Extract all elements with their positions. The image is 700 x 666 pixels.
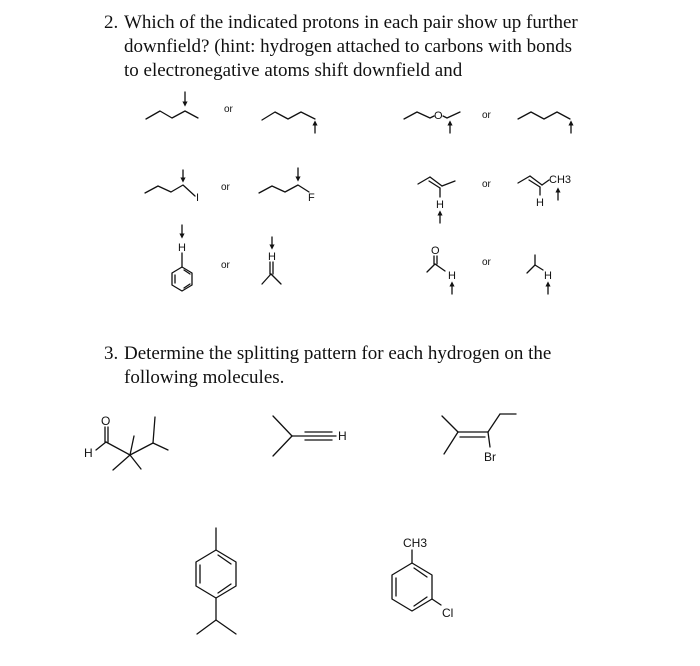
pair3-right-molecule bbox=[259, 168, 309, 193]
question-3-line-2: following molecules. bbox=[124, 367, 285, 388]
question-3-line-1: Determine the splitting pattern for each hydrogen on the bbox=[124, 343, 552, 364]
hydrogen-label: H bbox=[178, 242, 186, 254]
pair5-left-molecule bbox=[172, 225, 192, 291]
or-label: or bbox=[482, 110, 491, 121]
question-3-number: 3. bbox=[104, 343, 119, 364]
hydrogen-label: H bbox=[84, 446, 93, 460]
hydrogen-label: H bbox=[536, 197, 544, 209]
hydrogen-label: H bbox=[448, 270, 456, 282]
chlorine-label: Cl bbox=[442, 606, 454, 620]
fluorine-label: F bbox=[308, 192, 315, 204]
question-2-line-1: Which of the indicated protons in each pair show up further bbox=[124, 12, 578, 33]
iodine-label: I bbox=[196, 192, 200, 204]
question-2-line-3: to electronegative atoms shift downfield and bbox=[124, 60, 463, 81]
methyl-label: CH3 bbox=[549, 174, 572, 186]
pair1-right-molecule bbox=[262, 112, 315, 133]
pair1-left-molecule bbox=[146, 92, 198, 119]
hydrogen-label: H bbox=[338, 429, 347, 443]
q3-alkyne-molecule bbox=[273, 416, 336, 456]
question-2-line-2: downfield? (hint: hydrogen attached to carbons with bonds bbox=[124, 36, 572, 57]
q3-isopropyl-toluene-molecule bbox=[196, 528, 236, 634]
pair2-right-molecule bbox=[518, 112, 571, 133]
pair2-left-molecule bbox=[404, 112, 460, 133]
oxygen-label: O bbox=[101, 414, 111, 428]
hydrogen-label: H bbox=[436, 199, 444, 211]
q3-vinyl-bromide-molecule bbox=[442, 414, 516, 454]
question-2-number: 2. bbox=[104, 12, 119, 33]
hydrogen-label: H bbox=[544, 270, 552, 282]
hydrogen-label: H bbox=[268, 251, 276, 263]
or-label: or bbox=[482, 179, 491, 190]
or-label: or bbox=[482, 257, 491, 268]
bromine-label: Br bbox=[484, 450, 496, 464]
or-label: or bbox=[224, 104, 233, 115]
pair3-left-molecule bbox=[145, 170, 195, 196]
oxygen-label: O bbox=[431, 245, 440, 257]
methyl-label: CH3 bbox=[403, 536, 428, 550]
q3-chlorotoluene-molecule bbox=[392, 550, 441, 611]
or-label: or bbox=[221, 260, 230, 271]
or-label: or bbox=[221, 182, 230, 193]
oxygen-label: O bbox=[434, 110, 443, 122]
